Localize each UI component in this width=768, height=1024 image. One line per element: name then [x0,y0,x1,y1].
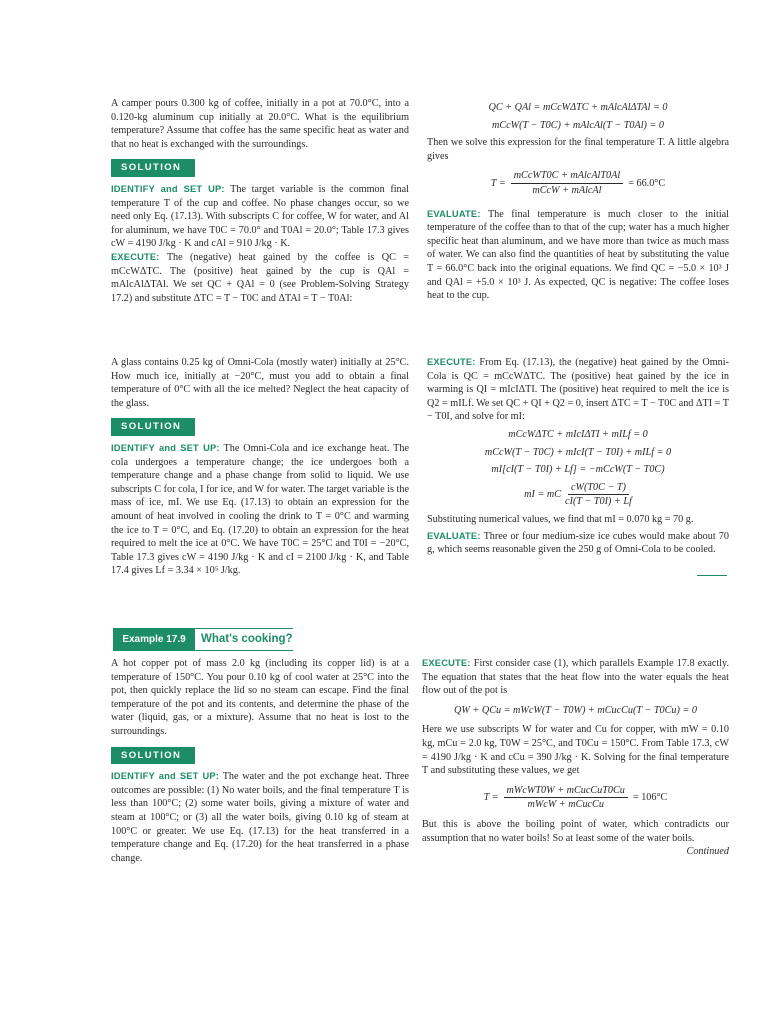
block1-then-text: Then we solve this expression for the final temperature T. A little algebra gives [427,137,729,162]
block2-eq4-fraction [565,481,632,509]
continued-label: Continued [686,846,729,858]
block1-evaluate-label: EVALUATE: [427,208,481,219]
block3-here-text: Here we use subscripts W for water and Cu for copper, with mW = 0.10 kg, mCu = 2.0 kg, T0W = 25°C, and T0Cu = 150°C. From Table 17.3, cW = 4190 J/kg · K and cCu = 390 J/kg · K. Solving for the final temperature T and substituting these values, we get [422,724,729,777]
block2-eq4-lhs: mI = mC [524,489,562,501]
block3-identify-paragraph [111,770,409,865]
block2-equation-4 [427,481,729,509]
block1-eq3-denominator: mCcW + mAlcAl [532,184,602,196]
block2-eq4-denominator: cI(T − T0I) + Lf [565,496,632,508]
block2-right-column [427,356,729,557]
example-title: What's cooking? [201,633,293,645]
block1-eq3-fraction [511,169,623,197]
block1-eq3-lhs: T = [490,177,506,189]
block3-eq2-lhs: T = [483,792,499,804]
block1-solution-banner: SOLUTION [111,159,195,177]
block2-identify-label: IDENTIFY and SET UP: [111,442,220,453]
block2-left-column [111,356,409,578]
block2-equation-2: mCcW(T − T0C) + mIcI(T − T0I) + mILf = 0 [484,446,672,458]
block3-execute-text: First consider case (1), which parallels Example 17.8 exactly. The equation that states that the heat flow into the water equals the heat flow out of the pot is [422,658,730,697]
block3-solution-banner: SOLUTION [111,747,195,765]
block1-execute-paragraph [111,251,409,305]
block1-equation-2: mCcW(T − T0C) + mAlcAl(T − T0Al) = 0 [491,119,664,131]
block3-identify-label: IDENTIFY and SET UP: [111,771,220,782]
block3-eq2-fraction [504,784,628,812]
block1-problem: A camper pours 0.300 kg of coffee, initially in a pot at 70.0°C, into a 0.120-kg aluminum cup initially at 20.0°C. What is the equilibrium temperature? Assume that coffee has the same specific heat as water and that no heat is exchanged with the surroundings. [111,98,409,150]
block2-end-rule [697,575,727,576]
block1-identify-paragraph [111,183,409,251]
block1-right-column [427,97,729,303]
example-header [113,628,293,651]
block1-evaluate-text: The final temperature is much closer to the initial temperature of the coffee than to that of the cup; water has a much higher specific heat than aluminum, and we have more than twice as much mass of water. We can also find the quantities of heat by substituting the value T = 66.0°C back into the original equations. We find QC = −5.0 × 10³ J and QAl = +5.0 × 10³ J. As expected, QC is negative: The coffee loses heat to the cup. [427,208,729,302]
block2-evaluate-text: Three or four medium-size ice cubes would make about 70 g, which seems reasonable given the 250 g of Omni-Cola to be cooled. [427,530,729,556]
block3-but-text: But this is above the boiling point of water, which contradicts our assumption that no water boils! So at least some of the water boils. [422,818,729,844]
block3-problem: A hot copper pot of mass 2.0 kg (including its copper lid) is at a temperature of 150°C. You pour 0.10 kg of cool water at 25°C into the pot, then quickly replace the lid so no steam can escape. Find the final temperature of the pot and its contents, and determine the phase of the water (liquid, gas, or a mixture). Assume that no heat is lost to the surroundings. [111,658,409,737]
block3-right-column [422,657,729,859]
block2-execute-paragraph [427,356,729,424]
block2-identify-paragraph [111,442,409,578]
block2-solution-banner: SOLUTION [111,418,195,436]
block3-eq2-denominator: mWcW + mCucCu [527,799,604,811]
block3-equation-1: QW + QCu = mWcW(T − T0W) + mCucCu(T − T0Cu) = 0 [454,704,697,716]
block1-evaluate-paragraph [427,208,729,303]
example-number: Example 17.9 [113,629,195,650]
block3-identify-text: The water and the pot exchange heat. Three outcomes are possible: (1) No water boils, and the final temperature T is less than 100°C; (2) some water boils, giving a mixture of water and steam at 100°C; or (3) all the water boils, giving 0.10 kg of steam at 100°C or greater. We use Eq. (17.13) for the heat transferred in a temperature change and Eq. (17.20) for the heat transferred in a phase change. [111,771,409,864]
block3-execute-paragraph [422,657,729,698]
block2-problem: A glass contains 0.25 kg of Omni-Cola (mostly water) initially at 25°C. How much ice, initially at −20°C, must you add to obtain a final temperature of 0°C with all the ice melted? Neglect the heat capacity of the glass. [111,357,409,409]
block2-evaluate-label: EVALUATE: [427,530,481,541]
block2-equation-3: mI[cI(T − T0I) + Lf] = −mCcW(T − T0C) [491,464,665,476]
block2-equation-1: mCcWΔTC + mIcIΔTI + mILf = 0 [508,428,648,440]
block3-equation-2 [422,784,729,812]
block2-execute-label: EXECUTE: [427,357,476,367]
block2-identify-text: The Omni-Cola and ice exchange heat. The cola undergoes a temperature change; the ice undergoes both a temperature change and a phase change from solid to liquid. We use subscripts C for cola, I for ice, and W for water. The target variable is the mass of ice, mI. We use Eq. (17.13) to obtain an expression for the amount of heat involved in cooling the drink to T = 0°C and warming the ice to T = 0°C, and Eq. (17.20) to obtain an expression for the heat required to melt the ice at 0°C. We have T0C = 25°C and T0I = −20°C, Table 17.3 gives cW = 4190 J/kg · K and cI = 2100 J/kg · K, and Table 17.4 gives Lf = 3.34 × 10⁵ J/kg. [111,442,410,577]
block3-left-column [111,657,409,865]
block1-equation-3 [427,169,729,197]
block1-equation-1: QC + QAl = mCcWΔTC + mAlcAlΔTAl = 0 [488,102,668,113]
block3-eq2-numerator: mWcWT0W + mCucCuT0Cu [504,784,628,799]
block2-eq4-numerator: cW(T0C − T) [568,481,629,496]
block1-execute-text: The (negative) heat gained by the coffee is QC = mCcWΔTC. The (positive) heat gained by the cup is QAl = mAlcAlΔTAl. We set QC + QAl = 0 (see Problem-Solving Strategy 17.2) and substitute ΔTC = T − T0C and ΔTAl = T − T0Al: [111,251,409,304]
block3-execute-label: EXECUTE: [422,658,471,668]
block1-execute-label: EXECUTE: [111,251,160,262]
block1-left-column [111,97,409,305]
block1-identify-label: IDENTIFY and SET UP: [111,183,225,194]
block3-eq2-rhs: = 106°C [632,792,668,804]
block1-eq3-numerator: mCcWT0C + mAlcAlT0Al [511,169,623,184]
block2-execute-text: From Eq. (17.13), the (negative) heat gained by the Omni-Cola is QC = mCcWΔTC. The (positive) heat gained by the ice in warming is QI = mIcIΔTI. The (positive) heat required to melt the ice is Q2 = mILf. We set QC + QI + Q2 = 0, insert ΔTC = T − T0C and ΔTI = T − T0I, and solve for mI: [427,357,729,423]
block2-evaluate-paragraph [427,530,729,557]
block1-eq3-rhs: = 66.0°C [628,177,666,189]
block1-identify-text: The target variable is the common final temperature T of the cup and coffee. No phase changes occur, so we need only Eq. (17.13). With subscripts C for coffee, W for water, and Al for aluminum, we have T0C = 70.0° and T0Al = 20.0°; Table 17.3 gives cW = 4190 J/kg · K and cAl = 910 J/kg · K. [111,183,409,250]
block2-substitution-text: Substituting numerical values, we find that mI = 0.070 kg = 70 g. [427,513,694,525]
